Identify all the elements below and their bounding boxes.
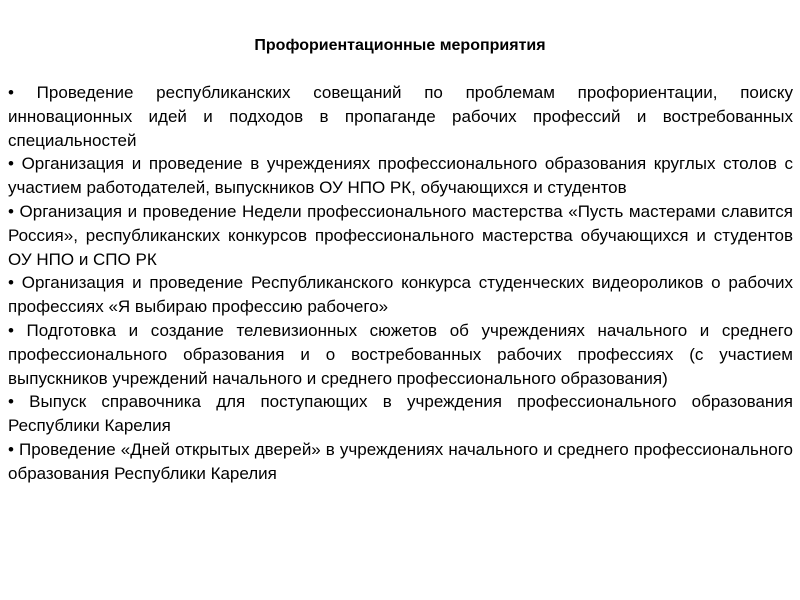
bullet-item-3: • Организация и проведение Недели профессионального мастерства «Пусть мастерами славится Россия», республиканских конкурсов профессионального мастерства обучающихся и студентов ОУ НПО и СПО РК (8, 201, 793, 269)
bullet-item-2: • Организация и проведение в учреждениях профессионального образования круглых столов с участием работодателей, выпускников ОУ НПО РК, обучающихся и студентов (8, 154, 793, 198)
bullet-item-4: • Организация и проведение Республиканского конкурса студенческих видеороликов о рабочих профессиях «Я выбираю профессию рабочего» (8, 273, 793, 317)
bullet-item-6: • Выпуск справочника для поступающих в учреждения профессионального образования Республики Карелия (8, 392, 793, 436)
bullet-item-7: • Проведение «Дней открытых дверей» в учреждениях начального и среднего профессионального образования Республики Карелия (8, 439, 793, 483)
bullet-item-1: • Проведение республиканских совещаний по проблемам профориентации, поиску инновационных идей и подходов в пропаганде рабочих профессий и востребованных специальностей (8, 83, 793, 150)
slide-title: Профориентационные мероприятия (254, 37, 546, 54)
bullet-item-5: • Подготовка и создание телевизионных сюжетов об учреждениях начального и среднего профессионального образования и о востребованных рабочих профессиях (с участием выпускников учреждений начального и среднего профессионального образования) (8, 320, 793, 388)
bullet-list (8, 81, 793, 486)
